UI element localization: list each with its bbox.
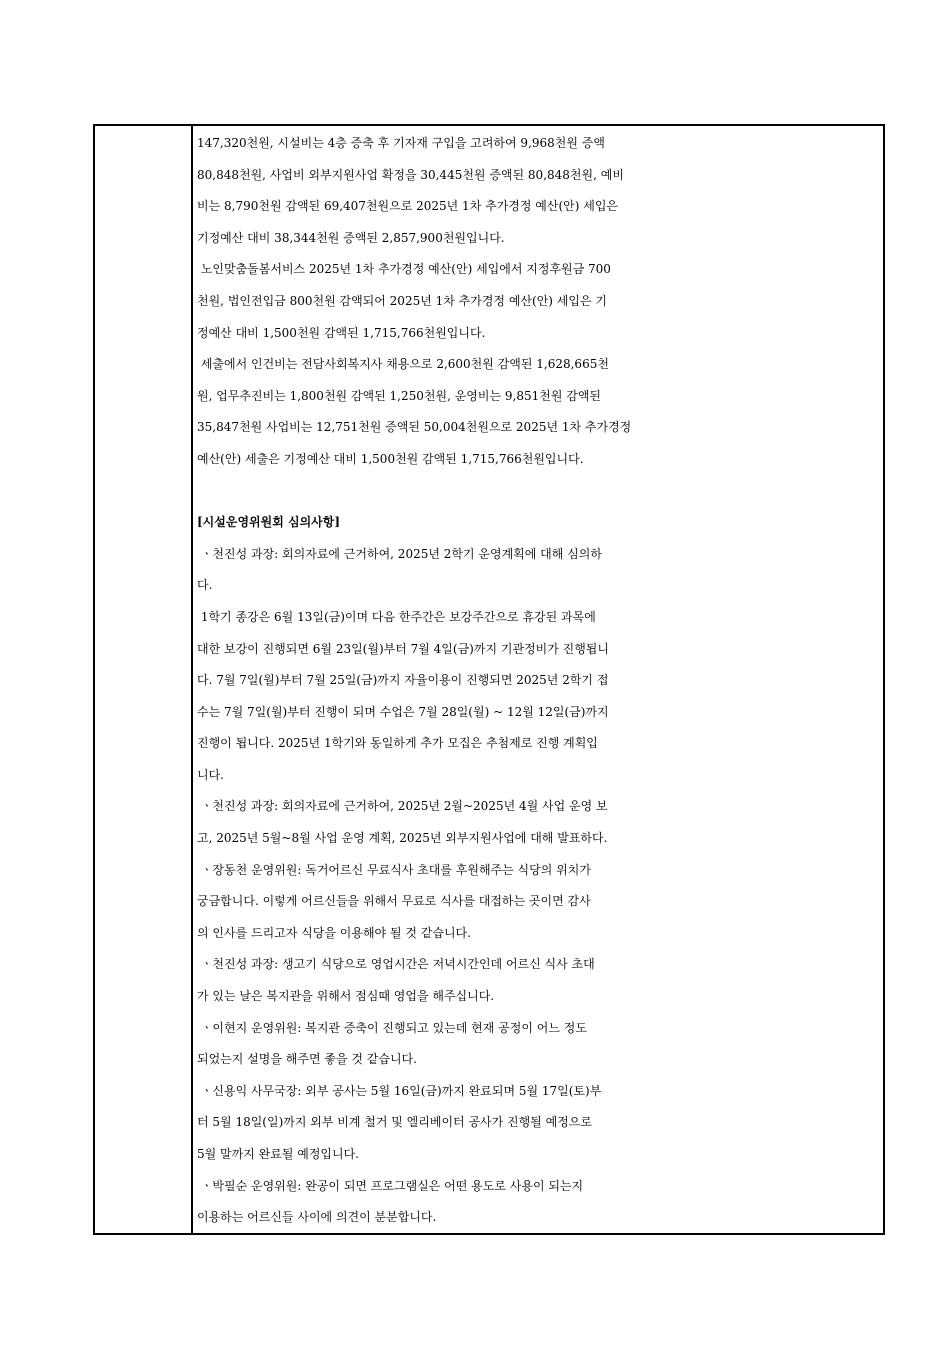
text-line: 이용하는 어르신들 사이에 의견이 분분합니다. <box>197 1210 437 1225</box>
text-line: 147,320천원, 시설비는 4층 증축 후 기자재 구입을 고려하여 9,968천원 증액 <box>197 136 605 150</box>
deliberation-paragraphs <box>197 539 883 1234</box>
text-line: 천원, 법인전입금 800천원 감액되어 2025년 1차 추가경정 예산(안) 세입은 기 <box>197 293 607 308</box>
text-line: 정예산 대비 1,500천원 감액된 1,715,766천원입니다. <box>197 325 486 340</box>
text-line: 대한 보강이 진행되면 6월 23일(월)부터 7월 4일(금)까지 기관정비가 진행됩니 <box>197 641 609 656</box>
text-line: 궁금합니다. 이렇게 어르신들을 위해서 무료로 식사를 대접하는 곳이면 감사 <box>197 894 591 909</box>
text-line: 되었는지 설명을 해주면 좋을 것 같습니다. <box>197 1052 417 1067</box>
text-line: 노인맞춤돌봄서비스 2025년 1차 추가경정 예산(안) 세입에서 지정후원금 700 <box>197 262 611 277</box>
text-line: 원, 업무추진비는 1,800천원 감액된 1,250천원, 운영비는 9,851천원 감액된 <box>197 388 602 403</box>
text-line: 세출에서 인건비는 전담사회복지사 채용으로 2,600천원 감액된 1,628,665천 <box>197 357 609 372</box>
text-line: ㆍ천진성 과장: 생고기 식당으로 영업시간은 저녁시간인데 어르신 식사 초대 <box>197 957 595 972</box>
text-line: ㆍ박필순 운영위원: 완공이 되면 프로그램실은 어떤 용도로 사용이 되는지 <box>197 1178 584 1193</box>
text-line: ㆍ천진성 과장: 회의자료에 근거하여, 2025년 2학기 운영계획에 대해 심의하 <box>197 546 602 561</box>
text-line: 의 인사를 드리고자 식당을 이용해야 될 것 같습니다. <box>197 925 471 940</box>
text-line: 고, 2025년 5월~8월 사업 운영 계획, 2025년 외부지원사업에 대해 발표하다. <box>197 831 608 846</box>
text-line: 기정예산 대비 38,344천원 증액된 2,857,900천원입니다. <box>197 230 505 245</box>
text-line: 다. <box>197 578 213 593</box>
text-line: 다. 7월 7일(월)부터 7월 25일(금)까지 자율이용이 진행되면 2025년 2학기 접 <box>197 673 609 688</box>
text-line: 예산(안) 세출은 기정예산 대비 1,500천원 감액된 1,715,766천원입니다. <box>197 451 584 466</box>
section-heading: [시설운영위원회 심의사항] <box>197 515 341 530</box>
blank-line <box>197 476 883 508</box>
text-line: 비는 8,790천원 감액된 69,407천원으로 2025년 1차 추가경정 예산(안) 세입은 <box>197 199 619 214</box>
text-line: ㆍ이현지 운영위원: 복지관 증축이 진행되고 있는데 현재 공정이 어느 정도 <box>197 1020 587 1035</box>
text-line: 35,847천원 사업비는 12,751천원 증액된 50,004천원으로 2025년 1차 추가경정 <box>197 420 632 435</box>
budget-paragraphs <box>197 128 883 476</box>
label-cell <box>95 126 193 1233</box>
text-line: 수는 7월 7일(월)부터 진행이 되며 수업은 7월 28일(월) ~ 12월 12일(금)까지 <box>197 704 609 719</box>
content-cell <box>197 128 883 1234</box>
text-line: 80,848천원, 사업비 외부지원사업 확정을 30,445천원 증액된 80,848천원, 예비 <box>197 167 624 182</box>
text-line: ㆍ신용익 사무국장: 외부 공사는 5월 16일(금)까지 완료되며 5월 17일(토)부 <box>197 1083 602 1098</box>
text-line: 진행이 됩니다. 2025년 1학기와 동일하게 추가 모집은 추첨제로 진행 계획입 <box>197 736 598 751</box>
text-line: 가 있는 날은 복지관을 위해서 점심때 영업을 해주십니다. <box>197 989 495 1004</box>
text-line: 5월 말까지 완료될 예정입니다. <box>197 1147 359 1161</box>
text-line: ㆍ장동천 운영위원: 독거어르신 무료식사 초대를 후원해주는 식당의 위치가 <box>197 862 591 877</box>
document-table <box>93 124 885 1235</box>
text-line: 1학기 종강은 6월 13일(금)이며 다음 한주간은 보강주간으로 휴강된 과목에 <box>197 609 596 624</box>
text-line: 터 5월 18일(일)까지 외부 비계 철거 및 엘리베이터 공사가 진행될 예정으로 <box>197 1115 592 1130</box>
text-line: ㆍ천진성 과장: 회의자료에 근거하여, 2025년 2월~2025년 4월 사업 운영 보 <box>197 799 608 814</box>
text-line: 니다. <box>197 767 224 782</box>
